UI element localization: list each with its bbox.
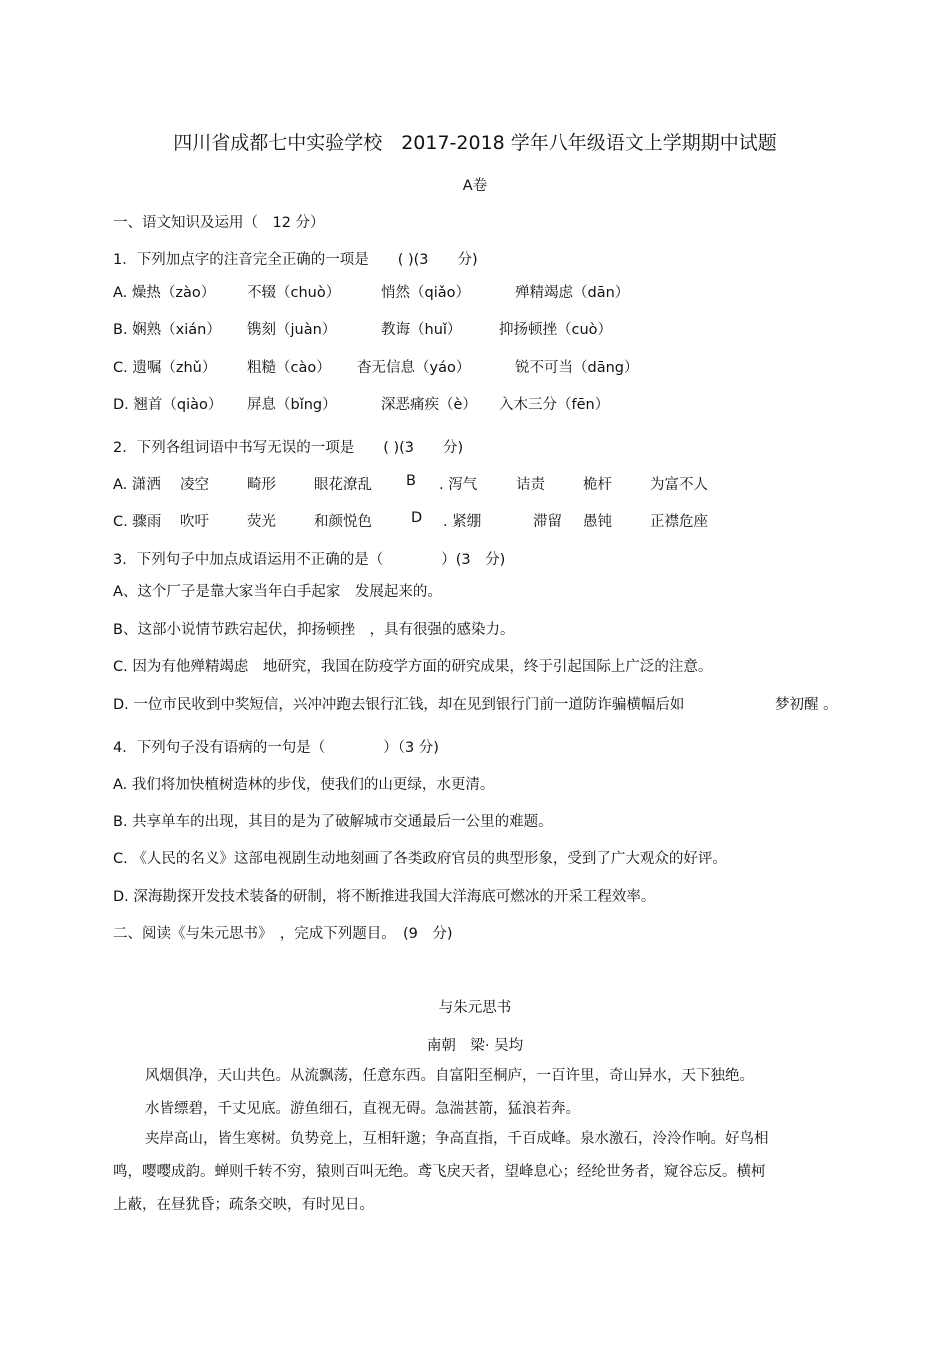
q1-c-item: 杳无信息（yáo） — [357, 360, 471, 376]
q2-word: A. 潇洒 — [113, 477, 161, 493]
q1-a-item: 殚精竭虑（dān） — [515, 285, 630, 301]
q1-a-item: 悄然（qiǎo） — [381, 285, 470, 301]
passage-title: 与朱元思书 — [438, 1000, 512, 1016]
q1-c-item: 粗糙（cào） — [247, 360, 331, 376]
q2-word: 凌空 — [180, 477, 209, 493]
q1-option-b — [113, 318, 813, 338]
q1-b-item: 教诲（huǐ） — [381, 322, 462, 338]
q4-option-d: D. 深海勘探开发技术装备的研制，将不断推进我国大洋海底可燃冰的开采工程效率。 — [113, 889, 656, 905]
q3-option-c: C. 因为有他殚精竭虑 地研究，我国在防疫学方面的研究成果，终于引起国际上广泛的注意。 — [113, 659, 713, 675]
q1-d-item: 屏息（bǐng） — [247, 397, 337, 413]
q3-stem: 3．下列句子中加点成语运用不正确的是（ ）(3 分) — [113, 552, 506, 568]
q4-option-b: B. 共享单车的出现，其目的是为了破解城市交通最后一公里的难题。 — [113, 814, 553, 830]
q1-option-d — [113, 393, 813, 413]
q2-word: D — [411, 510, 423, 526]
q1-b-item: B. 娴熟（xián） — [113, 322, 221, 338]
q3-option-d: D. 一位市民收到中奖短信，兴冲冲跑去银行汇钱，却在见到银行门前一道防诈骗横幅后如 — [113, 697, 685, 713]
q4-option-c: C. 《人民的名义》这部电视剧生动地刻画了各类政府官员的典型形象，受到了广大观众的好评。 — [113, 851, 727, 867]
section-2-heading: 二、阅读《与朱元思书》 ，完成下列题目。 (9 分) — [113, 926, 453, 942]
q2-word: 诘责 — [516, 477, 545, 493]
passage-paragraph-1: 风烟俱净，天山共色。从流飘荡，任意东西。自富阳至桐庐，一百许里，奇山异水，天下独绝。 — [145, 1068, 754, 1084]
document-title: 四川省成都七中实验学校 2017-2018 学年八年级语文上学期期中试题 — [173, 132, 777, 154]
q1-c-item: 锐不可当（dāng） — [515, 360, 639, 376]
passage-author: 南朝 梁· 吴均 — [426, 1038, 524, 1054]
q2-word: 吹吁 — [180, 514, 209, 530]
q1-a-item: 不辍（chuò） — [247, 285, 341, 301]
q2-word: 和颜悦色 — [314, 514, 372, 530]
q1-a-item: A. 燥热（zào） — [113, 285, 216, 301]
passage-paragraph-2: 水皆缥碧，千丈见底。游鱼细石，直视无碍。急湍甚箭，猛浪若奔。 — [145, 1101, 580, 1117]
q2-stem: 2．下列各组词语中书写无误的一项是 ( )(3 分) — [113, 440, 464, 456]
q1-option-c — [113, 356, 813, 376]
q2-word: 荧光 — [247, 514, 276, 530]
q2-word: B — [406, 473, 416, 489]
q1-d-item: 入木三分（fēn） — [499, 397, 610, 413]
q1-option-a — [113, 281, 813, 301]
q4-option-a: A. 我们将加快植树造林的步伐，使我们的山更绿，水更清。 — [113, 777, 495, 793]
q1-b-item: 镌刻（juàn） — [247, 322, 337, 338]
q2-option-ab — [113, 473, 813, 493]
q3-option-d-tail: 梦初醒 。 — [775, 697, 838, 713]
q2-word: 滞留 — [533, 514, 562, 530]
q2-word: 桅杆 — [583, 477, 612, 493]
q2-word: 正襟危座 — [650, 514, 708, 530]
q2-option-cd — [113, 510, 813, 530]
q2-word: 畸形 — [247, 477, 276, 493]
q2-word: C. 骤雨 — [113, 514, 162, 530]
q1-d-item: D. 翘首（qiào） — [113, 397, 223, 413]
q2-word: 眼花潦乱 — [314, 477, 372, 493]
q2-word: 愚钝 — [583, 514, 612, 530]
q3-option-b: B、这部小说情节跌宕起伏，抑扬顿挫 ，具有很强的感染力。 — [113, 622, 515, 638]
q1-c-item: C. 遗嘱（zhǔ） — [113, 360, 217, 376]
q1-b-item: 抑扬顿挫（cuò） — [499, 322, 613, 338]
passage-paragraph-3: 夹岸高山，皆生寒树。负势竞上，互相轩邈；争高直指，千百成峰。泉水激石，泠泠作响。好鸟相鸣，嘤嘤成韵。蝉则千转不穷，猿则百叫无绝。鸢飞戾天者，望峰息心；经纶世务者，窥谷忘反。横柯上蔽，在昼犹昏；疏条交映，有时见日。 — [113, 1131, 769, 1213]
section-1-heading: 一、语文知识及运用（ 12 分） — [113, 215, 325, 231]
q2-word: . 泻气 — [439, 477, 478, 493]
q4-stem: 4．下列句子没有语病的一句是（ ）（3 分) — [113, 740, 439, 756]
q2-word: 为富不人 — [650, 477, 708, 493]
q3-option-a: A、这个厂子是靠大家当年白手起家 发展起来的。 — [113, 584, 442, 600]
q1-d-item: 深恶痛疾（è） — [381, 397, 477, 413]
q2-word: . 紧绷 — [443, 514, 482, 530]
q1-stem: 1．下列加点字的注音完全正确的一项是 ( )(3 分) — [113, 252, 478, 268]
volume-label: A卷 — [462, 178, 488, 194]
